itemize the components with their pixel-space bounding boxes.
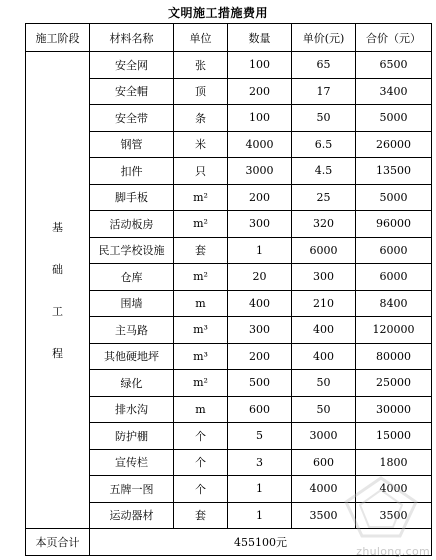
unit-price-cell: 50 [292, 396, 356, 423]
table-body [26, 52, 432, 529]
total-price-cell: 1800 [356, 449, 432, 476]
unit-price-cell: 600 [292, 449, 356, 476]
material-name-cell: 钢管 [90, 131, 174, 158]
quantity-cell: 200 [228, 184, 292, 211]
quantity-cell: 300 [228, 317, 292, 344]
material-name-cell: 安全帽 [90, 78, 174, 105]
unit-cell: 顶 [174, 78, 228, 105]
unit-price-cell: 50 [292, 105, 356, 132]
header-material: 材料名称 [90, 24, 174, 52]
unit-price-cell: 4000 [292, 476, 356, 503]
quantity-cell: 200 [228, 343, 292, 370]
unit-cell: 个 [174, 449, 228, 476]
material-name-cell: 仓库 [90, 264, 174, 291]
total-price-cell: 3400 [356, 78, 432, 105]
stage-char: 工 [52, 305, 63, 318]
unit-price-cell: 17 [292, 78, 356, 105]
total-price-cell: 8400 [356, 290, 432, 317]
watermark-text: zhulong.com [356, 545, 430, 558]
watermark-logo-icon [336, 472, 426, 542]
total-price-cell: 120000 [356, 317, 432, 344]
total-price-cell: 3500 [356, 502, 432, 529]
stage-char: 础 [52, 263, 63, 276]
total-price-cell: 6000 [356, 264, 432, 291]
quantity-cell: 500 [228, 370, 292, 397]
quantity-cell: 3000 [228, 158, 292, 185]
unit-price-cell: 4.5 [292, 158, 356, 185]
footer-total: 455100元 [90, 529, 432, 556]
unit-cell: m² [174, 264, 228, 291]
material-name-cell: 活动板房 [90, 211, 174, 238]
table-row [26, 52, 432, 79]
material-name-cell: 宣传栏 [90, 449, 174, 476]
unit-price-cell: 320 [292, 211, 356, 238]
material-name-cell: 绿化 [90, 370, 174, 397]
quantity-cell: 100 [228, 105, 292, 132]
header-unit: 单位 [174, 24, 228, 52]
unit-price-cell: 400 [292, 343, 356, 370]
total-price-cell: 6000 [356, 237, 432, 264]
quantity-cell: 200 [228, 78, 292, 105]
unit-cell: 套 [174, 237, 228, 264]
quantity-cell: 400 [228, 290, 292, 317]
material-name-cell: 运动器材 [90, 502, 174, 529]
total-price-cell: 96000 [356, 211, 432, 238]
header-unit-price: 单价(元) [292, 24, 356, 52]
material-name-cell: 主马路 [90, 317, 174, 344]
unit-cell: 套 [174, 502, 228, 529]
quantity-cell: 600 [228, 396, 292, 423]
quantity-cell: 4000 [228, 131, 292, 158]
material-name-cell: 扣件 [90, 158, 174, 185]
unit-cell: m² [174, 184, 228, 211]
material-name-cell: 民工学校设施 [90, 237, 174, 264]
material-name-cell: 其他硬地坪 [90, 343, 174, 370]
total-price-cell: 13500 [356, 158, 432, 185]
material-name-cell: 安全带 [90, 105, 174, 132]
material-name-cell: 五牌一图 [90, 476, 174, 503]
total-price-cell: 80000 [356, 343, 432, 370]
total-price-cell: 6500 [356, 52, 432, 79]
footer-label: 本页合计 [26, 529, 90, 556]
stage-cell [26, 52, 90, 529]
stage-char: 程 [52, 347, 63, 360]
material-name-cell: 脚手板 [90, 184, 174, 211]
unit-cell: 个 [174, 476, 228, 503]
material-name-cell: 安全网 [90, 52, 174, 79]
material-name-cell: 防护棚 [90, 423, 174, 450]
total-price-cell: 26000 [356, 131, 432, 158]
unit-price-cell: 6000 [292, 237, 356, 264]
unit-price-cell: 400 [292, 317, 356, 344]
stage-char: 基 [52, 221, 63, 234]
unit-price-cell: 50 [292, 370, 356, 397]
material-name-cell: 排水沟 [90, 396, 174, 423]
quantity-cell: 20 [228, 264, 292, 291]
header-stage: 施工阶段 [26, 24, 90, 52]
unit-price-cell: 6.5 [292, 131, 356, 158]
material-name-cell: 围墙 [90, 290, 174, 317]
unit-cell: 张 [174, 52, 228, 79]
unit-price-cell: 300 [292, 264, 356, 291]
quantity-cell: 1 [228, 237, 292, 264]
unit-price-cell: 25 [292, 184, 356, 211]
unit-cell: 米 [174, 131, 228, 158]
total-price-cell: 25000 [356, 370, 432, 397]
total-price-cell: 15000 [356, 423, 432, 450]
unit-cell: m³ [174, 317, 228, 344]
quantity-cell: 1 [228, 476, 292, 503]
unit-cell: 个 [174, 423, 228, 450]
total-price-cell: 30000 [356, 396, 432, 423]
page-title: 文明施工措施费用 [167, 6, 268, 20]
unit-price-cell: 65 [292, 52, 356, 79]
quantity-cell: 100 [228, 52, 292, 79]
quantity-cell: 300 [228, 211, 292, 238]
unit-price-cell: 210 [292, 290, 356, 317]
unit-cell: m² [174, 370, 228, 397]
unit-cell: m [174, 290, 228, 317]
quantity-cell: 3 [228, 449, 292, 476]
header-total: 合价（元） [356, 24, 432, 52]
total-price-cell: 5000 [356, 105, 432, 132]
unit-price-cell: 3500 [292, 502, 356, 529]
total-price-cell: 5000 [356, 184, 432, 211]
unit-cell: 条 [174, 105, 228, 132]
header-row [26, 24, 432, 52]
unit-cell: 只 [174, 158, 228, 185]
header-quantity: 数量 [228, 24, 292, 52]
unit-cell: m³ [174, 343, 228, 370]
unit-cell: m² [174, 211, 228, 238]
unit-cell: m [174, 396, 228, 423]
quantity-cell: 5 [228, 423, 292, 450]
total-price-cell: 4000 [356, 476, 432, 503]
unit-price-cell: 3000 [292, 423, 356, 450]
quantity-cell: 1 [228, 502, 292, 529]
